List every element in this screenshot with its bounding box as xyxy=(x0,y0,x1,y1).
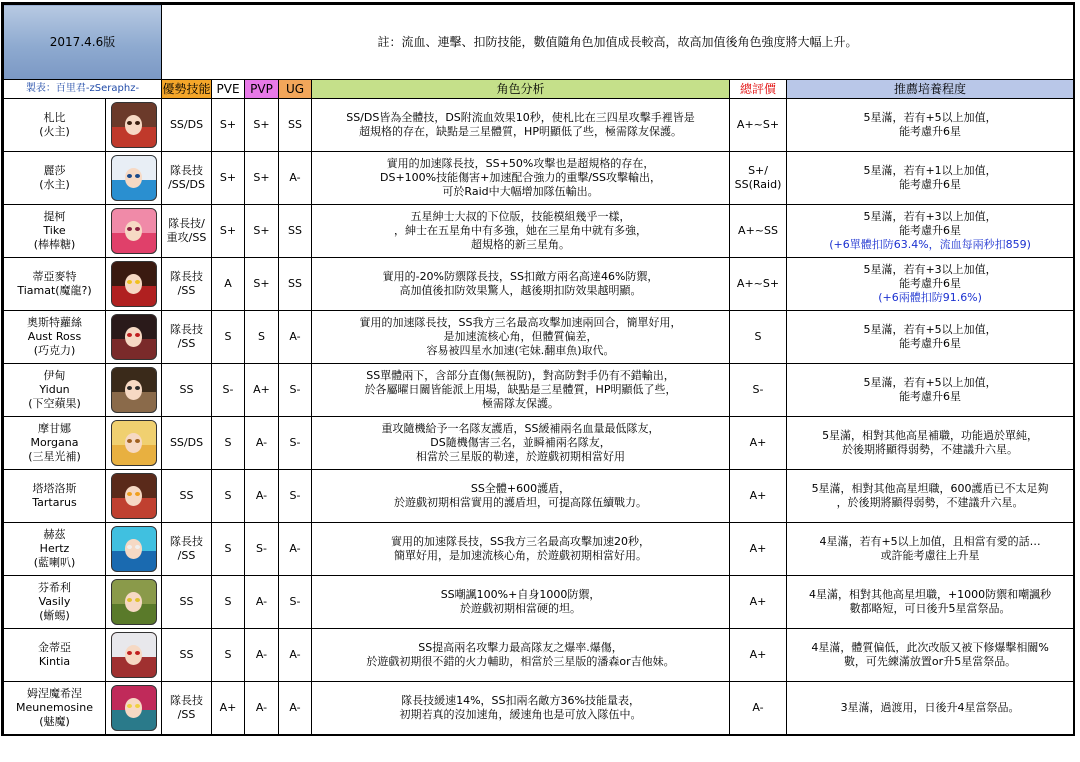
pve-grade: S xyxy=(212,311,245,364)
text-line: 能考慮升6星 xyxy=(899,277,962,290)
character-name xyxy=(4,311,106,364)
character-portrait xyxy=(111,526,157,572)
text-line: 麗莎 xyxy=(43,164,66,177)
overall-rating xyxy=(730,258,787,311)
text-line: 赫茲 xyxy=(43,528,66,541)
pve-grade: S xyxy=(212,523,245,576)
text-line: 提柯 xyxy=(43,210,66,223)
pvp-grade: A+ xyxy=(245,364,279,417)
character-portrait-cell xyxy=(106,364,162,417)
pve-grade: S xyxy=(212,470,245,523)
ug-grade: SS xyxy=(279,205,312,258)
col-pve-header: PVE xyxy=(212,80,245,99)
text-line: SS xyxy=(179,595,194,608)
character-portrait-cell xyxy=(106,152,162,205)
maker-credit: 製表：百里君-zSeraphz- xyxy=(4,80,162,99)
strong-skill xyxy=(162,99,212,152)
text-line: 超規格的新三星角。 xyxy=(471,238,571,251)
overall-rating xyxy=(730,364,787,417)
text-line: /SS xyxy=(177,549,196,562)
strong-skill xyxy=(162,205,212,258)
character-name xyxy=(4,523,106,576)
text-line: 5星滿，若有+5以上加值， xyxy=(863,111,997,124)
text-line: 金蒂亞 xyxy=(38,641,71,654)
text-line: Yidun xyxy=(39,383,70,396)
character-row xyxy=(4,523,1074,576)
character-name xyxy=(4,258,106,311)
strong-skill xyxy=(162,523,212,576)
pvp-grade: S+ xyxy=(245,205,279,258)
text-line: S+/ xyxy=(748,164,768,177)
text-line: 五星紳士大叔的下位版，技能模組幾乎一樣， xyxy=(410,210,631,223)
text-line: SS xyxy=(179,489,194,502)
text-line: S- xyxy=(752,383,764,396)
text-line: 隊長技緩速14%，SS扣兩名敵方36%技能量表， xyxy=(401,694,640,707)
portrait-face xyxy=(125,168,143,188)
character-portrait xyxy=(111,208,157,254)
character-portrait xyxy=(111,155,157,201)
character-row xyxy=(4,258,1074,311)
overall-rating xyxy=(730,311,787,364)
text-line: 相當於三星版的勒達，於遊戲初期相當好用 xyxy=(416,450,626,463)
character-analysis xyxy=(312,152,730,205)
text-line: SS xyxy=(179,648,194,661)
text-line: 於遊戲初期相當實用的護盾坦，可提高隊伍續戰力。 xyxy=(394,496,648,509)
character-rating-sheet xyxy=(1,2,1075,736)
character-name xyxy=(4,417,106,470)
text-line: Meunemosine xyxy=(16,701,93,714)
character-name xyxy=(4,576,106,629)
text-line: 簡單好用，是加速流核心角，於遊戲初期相當好用。 xyxy=(394,549,648,562)
portrait-face xyxy=(125,221,143,241)
text-line: SS嘲諷100%+自身1000防禦， xyxy=(440,588,601,601)
text-line: 能考慮升6星 xyxy=(899,125,962,138)
training-recommendation xyxy=(787,417,1074,470)
text-line: 隊長技 xyxy=(170,694,204,707)
text-line: 是加速流核心角，但體質偏差， xyxy=(443,330,598,343)
character-analysis xyxy=(312,99,730,152)
text-line: 3星滿，過渡用，日後升4星當祭品。 xyxy=(840,701,1020,714)
text-line: 超規格的存在，缺點是三星體質，HP明顯低了些，極需隊友保護。 xyxy=(359,125,682,138)
pvp-grade: S+ xyxy=(245,258,279,311)
character-portrait-cell xyxy=(106,99,162,152)
text-line: A+ xyxy=(749,542,767,555)
text-line: 5星滿，若有+3以上加值， xyxy=(863,263,997,276)
training-recommendation xyxy=(787,682,1074,735)
text-line: 5星滿，若有+3以上加值， xyxy=(863,210,997,223)
header-note: 註：流血、連擊、扣防技能，數值隨角色加值成長較高，故高加值後角色強度將大幅上升。 xyxy=(162,5,1074,80)
col-pvp-header: PVP xyxy=(245,80,279,99)
strong-skill xyxy=(162,417,212,470)
text-line: /SS xyxy=(177,337,196,350)
pve-grade: A+ xyxy=(212,682,245,735)
text-line: 或許能考慮往上升星 xyxy=(880,549,980,562)
text-line: DS+100%技能傷害+加速配合強力的重擊/SS攻擊輸出， xyxy=(380,171,662,184)
text-line: (下空蘋果) xyxy=(28,397,81,410)
text-line: Tike xyxy=(43,224,66,237)
training-recommendation xyxy=(787,258,1074,311)
ug-grade: SS xyxy=(279,258,312,311)
strong-skill xyxy=(162,258,212,311)
ug-grade: SS xyxy=(279,99,312,152)
training-recommendation xyxy=(787,205,1074,258)
text-line: 4星滿，體質偏低，此次改版又被下修爆擊相關% xyxy=(811,641,1049,654)
text-line: 隊長技 xyxy=(170,164,204,177)
strong-skill xyxy=(162,152,212,205)
character-portrait-cell xyxy=(106,470,162,523)
ug-grade: S- xyxy=(279,417,312,470)
ug-grade: A- xyxy=(279,152,312,205)
pve-grade: S xyxy=(212,576,245,629)
overall-rating xyxy=(730,523,787,576)
pve-grade: S xyxy=(212,417,245,470)
text-line: DS隨機傷害三名，並瞬補兩名隊友， xyxy=(430,436,611,449)
text-line: 隊長技/ xyxy=(168,217,205,230)
text-line: SS全體+600護盾， xyxy=(470,482,571,495)
character-analysis xyxy=(312,682,730,735)
training-recommendation xyxy=(787,470,1074,523)
ug-grade: S- xyxy=(279,470,312,523)
portrait-face xyxy=(125,433,143,453)
character-row xyxy=(4,682,1074,735)
text-line: 能考慮升6星 xyxy=(899,390,962,403)
overall-rating xyxy=(730,682,787,735)
overall-rating xyxy=(730,576,787,629)
strong-skill xyxy=(162,311,212,364)
character-portrait xyxy=(111,473,157,519)
text-line: 能考慮升6星 xyxy=(899,224,962,237)
training-recommendation xyxy=(787,152,1074,205)
training-recommendation xyxy=(787,311,1074,364)
text-line: 5星滿，若有+1以上加值， xyxy=(863,164,997,177)
text-line: 摩甘娜 xyxy=(38,422,71,435)
text-line: SS(Raid) xyxy=(734,178,782,191)
text-line: (巧克力) xyxy=(33,344,76,357)
text-line: 實用的-20%防禦隊長技，SS扣敵方兩名高達46%防禦， xyxy=(382,270,659,283)
training-recommendation xyxy=(787,523,1074,576)
character-portrait-cell xyxy=(106,629,162,682)
text-line: ，紳士在五星角中有多強，她在三星角中就有多強， xyxy=(394,224,648,237)
character-row xyxy=(4,576,1074,629)
pvp-grade: A- xyxy=(245,576,279,629)
text-line: 蒂亞麥特 xyxy=(32,270,77,283)
overall-rating xyxy=(730,99,787,152)
character-analysis xyxy=(312,576,730,629)
text-line: A+ xyxy=(749,648,767,661)
text-line: A- xyxy=(752,701,764,714)
text-line: A+ xyxy=(749,436,767,449)
character-row xyxy=(4,629,1074,682)
overall-rating xyxy=(730,417,787,470)
portrait-face xyxy=(125,645,143,665)
training-recommendation xyxy=(787,99,1074,152)
character-portrait xyxy=(111,685,157,731)
rating-table xyxy=(3,4,1074,735)
text-line: 重攻隨機給予一名隊友護盾，SS緩補兩名血量最低隊友， xyxy=(381,422,660,435)
training-recommendation xyxy=(787,576,1074,629)
pvp-grade: S+ xyxy=(245,152,279,205)
character-portrait-cell xyxy=(106,523,162,576)
strong-skill xyxy=(162,629,212,682)
text-line: ，於後期將顯得弱勢，不建議升六星。 xyxy=(836,496,1024,509)
character-row xyxy=(4,417,1074,470)
text-line: 能考慮升6星 xyxy=(899,178,962,191)
text-line: SS/DS皆為全體技，DS附流血效果10秒，使札比在三四星攻擊手裡皆是 xyxy=(346,111,695,124)
character-name xyxy=(4,629,106,682)
text-line: 5星滿，若有+5以上加值， xyxy=(863,376,997,389)
pvp-grade: S xyxy=(245,311,279,364)
text-line: Tiamat(魔龍?) xyxy=(17,284,92,297)
character-row xyxy=(4,364,1074,417)
text-line: 實用的加速隊長技，SS我方三名最高攻擊加速20秒， xyxy=(391,535,650,548)
overall-rating xyxy=(730,470,787,523)
character-portrait-cell xyxy=(106,682,162,735)
character-analysis xyxy=(312,417,730,470)
character-portrait-cell xyxy=(106,311,162,364)
portrait-face xyxy=(125,698,143,718)
overall-rating xyxy=(730,152,787,205)
text-line: (棒棒糖) xyxy=(33,238,76,251)
text-line: 姆涅魔希涅 xyxy=(27,687,82,700)
training-recommendation xyxy=(787,629,1074,682)
text-line: SS提高兩名攻擊力最高隊友之爆率.爆傷， xyxy=(418,641,623,654)
text-line: (水主) xyxy=(39,178,70,191)
pve-grade: S xyxy=(212,629,245,682)
text-line: 隊長技 xyxy=(170,270,204,283)
text-line: A+~S+ xyxy=(736,277,780,290)
character-portrait xyxy=(111,632,157,678)
text-line: 於各屬曜日關皆能派上用場，缺點是三星體質，HP明顯低了些， xyxy=(364,383,677,396)
version-date: 2017.4.6版 xyxy=(4,5,162,80)
top-banner-row xyxy=(4,5,1074,80)
text-line: A+ xyxy=(749,595,767,608)
text-line: 極需隊友保護。 xyxy=(482,397,560,410)
character-portrait xyxy=(111,420,157,466)
text-line: 能考慮升6星 xyxy=(899,337,962,350)
text-line: 數都略短，可日後升5星當祭品。 xyxy=(849,602,1011,615)
text-line: SS xyxy=(179,383,194,396)
text-line: A+~SS xyxy=(738,224,778,237)
character-name xyxy=(4,205,106,258)
character-row xyxy=(4,311,1074,364)
text-line: 高加值後扣防效果驚人，越後期扣防效果越明顯。 xyxy=(399,284,642,297)
overall-rating xyxy=(730,205,787,258)
text-line: 容易被四星水加速(宅妹.翻車魚)取代。 xyxy=(426,344,615,357)
character-analysis xyxy=(312,258,730,311)
text-line: A+~S+ xyxy=(736,118,780,131)
text-line: (蜥蜴) xyxy=(39,609,70,622)
overall-rating xyxy=(730,629,787,682)
ug-grade: A- xyxy=(279,629,312,682)
text-line: S xyxy=(754,330,762,343)
character-analysis xyxy=(312,311,730,364)
text-line: 實用的加速隊長技，SS+50%攻擊也是超規格的存在， xyxy=(386,157,655,170)
col-recommend-header: 推薦培養程度 xyxy=(787,80,1074,99)
pve-grade: S- xyxy=(212,364,245,417)
text-line: (魅魔) xyxy=(39,715,70,728)
character-portrait xyxy=(111,102,157,148)
portrait-face xyxy=(125,380,143,400)
text-line: 初期若真的沒加速角，緩速角也是可放入隊伍中。 xyxy=(399,708,642,721)
ug-grade: A- xyxy=(279,311,312,364)
character-portrait xyxy=(111,579,157,625)
text-line: /SS xyxy=(177,708,196,721)
character-portrait xyxy=(111,367,157,413)
column-header-row xyxy=(4,80,1074,99)
ug-grade: A- xyxy=(279,682,312,735)
text-line: 奧斯特蘿絲 xyxy=(27,316,82,329)
recommendation-note: (+6單體扣防63.4%，流血每兩秒扣859) xyxy=(829,238,1031,251)
portrait-face xyxy=(125,539,143,559)
text-line: 5星滿，若有+5以上加值， xyxy=(863,323,997,336)
character-portrait xyxy=(111,314,157,360)
character-portrait-cell xyxy=(106,205,162,258)
col-eval-header: 總評價 xyxy=(730,80,787,99)
strong-skill xyxy=(162,470,212,523)
text-line: /SS/DS xyxy=(168,178,205,191)
col-skill-header: 優勢技能 xyxy=(162,80,212,99)
text-line: 隊長技 xyxy=(170,323,204,336)
character-portrait-cell xyxy=(106,417,162,470)
character-row xyxy=(4,152,1074,205)
text-line: (火主) xyxy=(39,125,70,138)
ug-grade: S- xyxy=(279,364,312,417)
pvp-grade: S- xyxy=(245,523,279,576)
text-line: 於遊戲初期相當硬的坦。 xyxy=(460,602,582,615)
strong-skill xyxy=(162,682,212,735)
text-line: 芬希利 xyxy=(38,581,71,594)
portrait-face xyxy=(125,115,143,135)
character-analysis xyxy=(312,470,730,523)
text-line: 實用的加速隊長技，SS我方三名最高攻擊加速兩回合，簡單好用， xyxy=(359,316,682,329)
text-line: 塔塔洛斯 xyxy=(32,482,77,495)
text-line: SS單體兩下，含部分直傷(無視防)，對高防對手仍有不錯輸出， xyxy=(366,369,675,382)
text-line: (三星光補) xyxy=(28,450,81,463)
pvp-grade: S+ xyxy=(245,99,279,152)
text-line: Hertz xyxy=(39,542,70,555)
text-line: 隊長技 xyxy=(170,535,204,548)
character-portrait xyxy=(111,261,157,307)
portrait-face xyxy=(125,486,143,506)
text-line: A+ xyxy=(749,489,767,502)
pvp-grade: A- xyxy=(245,470,279,523)
pvp-grade: A- xyxy=(245,417,279,470)
strong-skill xyxy=(162,576,212,629)
text-line: SS/DS xyxy=(169,436,204,449)
text-line: 於後期將顯得弱勢，不建議升六星。 xyxy=(842,443,1019,456)
pve-grade: A xyxy=(212,258,245,311)
strong-skill xyxy=(162,364,212,417)
character-name xyxy=(4,682,106,735)
character-name xyxy=(4,364,106,417)
character-name xyxy=(4,99,106,152)
text-line: 4星滿，若有+5以上加值，且相當有愛的話… xyxy=(819,535,1041,548)
pve-grade: S+ xyxy=(212,205,245,258)
character-row xyxy=(4,99,1074,152)
text-line: 重攻/SS xyxy=(166,231,207,244)
recommendation-note: (+6兩體扣防91.6%) xyxy=(878,291,982,304)
text-line: 5星滿，相對其他高星坦職，600護盾已不太足夠 xyxy=(811,482,1049,495)
pvp-grade: A- xyxy=(245,682,279,735)
col-analysis-header: 角色分析 xyxy=(312,80,730,99)
text-line: 4星滿，相對其他高星坦職，+1000防禦和嘲諷秒 xyxy=(808,588,1052,601)
ug-grade: S- xyxy=(279,576,312,629)
portrait-face xyxy=(125,327,143,347)
character-analysis xyxy=(312,629,730,682)
portrait-face xyxy=(125,592,143,612)
training-recommendation xyxy=(787,364,1074,417)
text-line: 數，可先練滿放置or升5星當祭品。 xyxy=(843,655,1017,668)
text-line: SS/DS xyxy=(169,118,204,131)
text-line: Aust Ross xyxy=(27,330,82,343)
text-line: 札比 xyxy=(43,111,66,124)
character-row xyxy=(4,470,1074,523)
character-row xyxy=(4,205,1074,258)
pve-grade: S+ xyxy=(212,152,245,205)
text-line: 於遊戲初期很不錯的火力輔助，相當於三星版的潘森or吉他妹。 xyxy=(366,655,675,668)
text-line: 伊甸 xyxy=(43,369,66,382)
character-analysis xyxy=(312,523,730,576)
character-portrait-cell xyxy=(106,258,162,311)
character-name xyxy=(4,470,106,523)
text-line: Tartarus xyxy=(32,496,77,509)
text-line: /SS xyxy=(177,284,196,297)
pve-grade: S+ xyxy=(212,99,245,152)
col-ug-header: UG xyxy=(279,80,312,99)
text-line: 5星滿，相對其他高星補職，功能過於單純， xyxy=(822,429,1039,442)
text-line: Morgana xyxy=(30,436,79,449)
character-name xyxy=(4,152,106,205)
pvp-grade: A- xyxy=(245,629,279,682)
portrait-face xyxy=(125,274,143,294)
text-line: (藍喇叭) xyxy=(33,556,76,569)
text-line: 可於Raid中大幅增加隊伍輸出。 xyxy=(442,185,599,198)
ug-grade: A- xyxy=(279,523,312,576)
character-analysis xyxy=(312,205,730,258)
text-line: Vasily xyxy=(38,595,71,608)
character-analysis xyxy=(312,364,730,417)
text-line: Kintia xyxy=(38,655,71,668)
character-portrait-cell xyxy=(106,576,162,629)
